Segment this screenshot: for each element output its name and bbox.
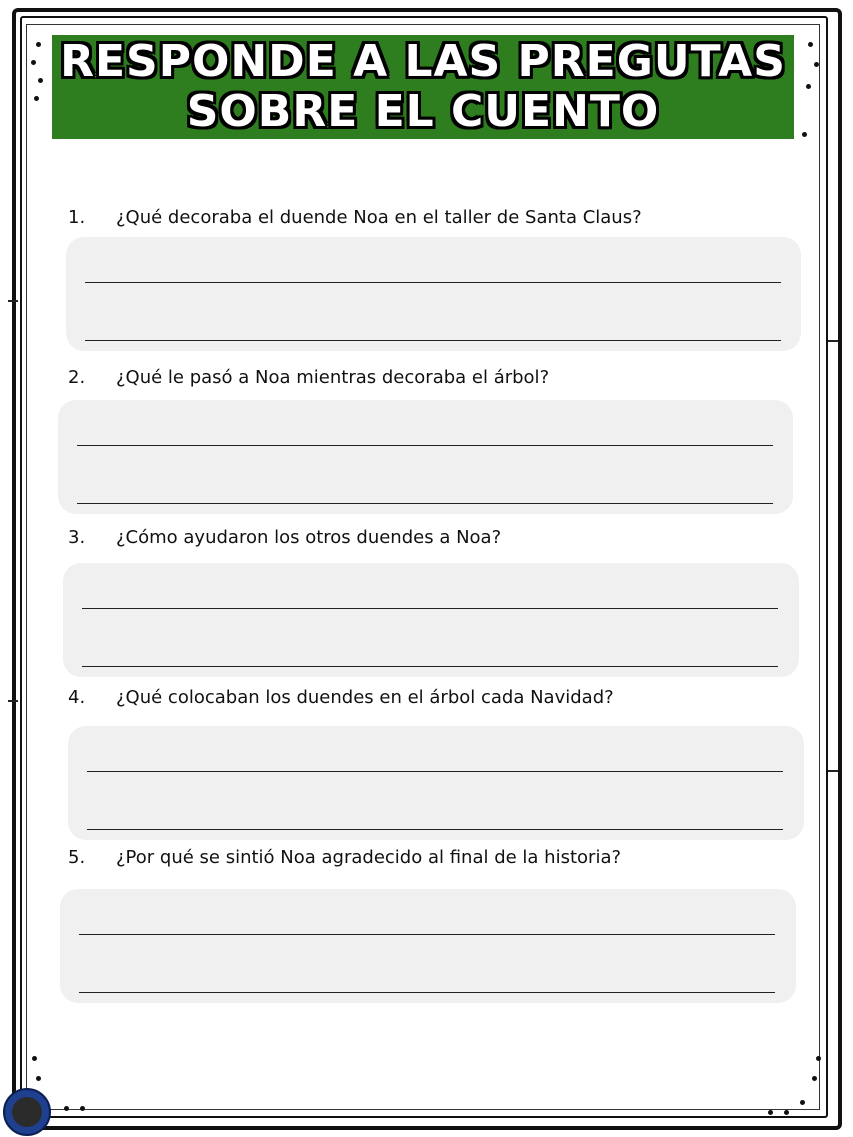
title-banner	[52, 35, 794, 139]
question-text: ¿Cómo ayudaron los otros duendes a Noa?	[116, 527, 502, 548]
decor-dot	[31, 60, 36, 65]
question-text: ¿Qué le pasó a Noa mientras decoraba el árbol?	[116, 367, 550, 388]
decor-dot	[806, 84, 811, 89]
question-text: ¿Qué colocaban los duendes en el árbol cada Navidad?	[116, 687, 614, 708]
border-tick	[828, 770, 838, 772]
answer-line	[77, 445, 773, 446]
logo-badge-icon	[3, 1088, 51, 1136]
question-text: ¿Qué decoraba el duende Noa en el taller de Santa Claus?	[116, 207, 642, 228]
border-tick	[828, 340, 838, 342]
title-line-2: SOBRE EL CUENTO	[186, 86, 660, 137]
question-number: 3.	[68, 527, 86, 548]
answer-line	[79, 992, 775, 993]
decor-dot	[768, 1110, 773, 1115]
answer-line	[87, 829, 783, 830]
answer-line	[79, 934, 775, 935]
decor-dot	[814, 62, 819, 67]
question-number: 5.	[68, 847, 86, 868]
answer-box-1[interactable]	[66, 237, 801, 351]
decor-dot	[38, 78, 43, 83]
decor-dot	[802, 132, 807, 137]
answer-box-4[interactable]	[68, 726, 804, 840]
decor-dot	[64, 1106, 69, 1111]
decor-dot	[784, 1110, 789, 1115]
answer-box-5[interactable]	[60, 889, 796, 1003]
answer-box-3[interactable]	[63, 563, 799, 677]
decor-dot	[816, 1056, 821, 1061]
decor-dot	[808, 42, 813, 47]
answer-box-2[interactable]	[58, 400, 793, 514]
answer-line	[85, 282, 781, 283]
border-tick	[8, 700, 18, 702]
decor-dot	[34, 96, 39, 101]
border-tick	[8, 300, 18, 302]
question-number: 2.	[68, 367, 86, 388]
decor-dot	[812, 1076, 817, 1081]
answer-line	[82, 608, 778, 609]
title-line-1: RESPONDE A LAS PREGUTAS	[60, 36, 786, 87]
question-text: ¿Por qué se sintió Noa agradecido al final de la historia?	[116, 847, 622, 868]
decor-dot	[80, 1106, 85, 1111]
logo-inner	[12, 1097, 42, 1127]
answer-line	[87, 771, 783, 772]
question-number: 4.	[68, 687, 86, 708]
decor-dot	[800, 1100, 805, 1105]
answer-line	[85, 340, 781, 341]
decor-dot	[32, 1056, 37, 1061]
decor-dot	[36, 1076, 41, 1081]
question-number: 1.	[68, 207, 86, 228]
answer-line	[82, 666, 778, 667]
decor-dot	[36, 42, 41, 47]
answer-line	[77, 503, 773, 504]
